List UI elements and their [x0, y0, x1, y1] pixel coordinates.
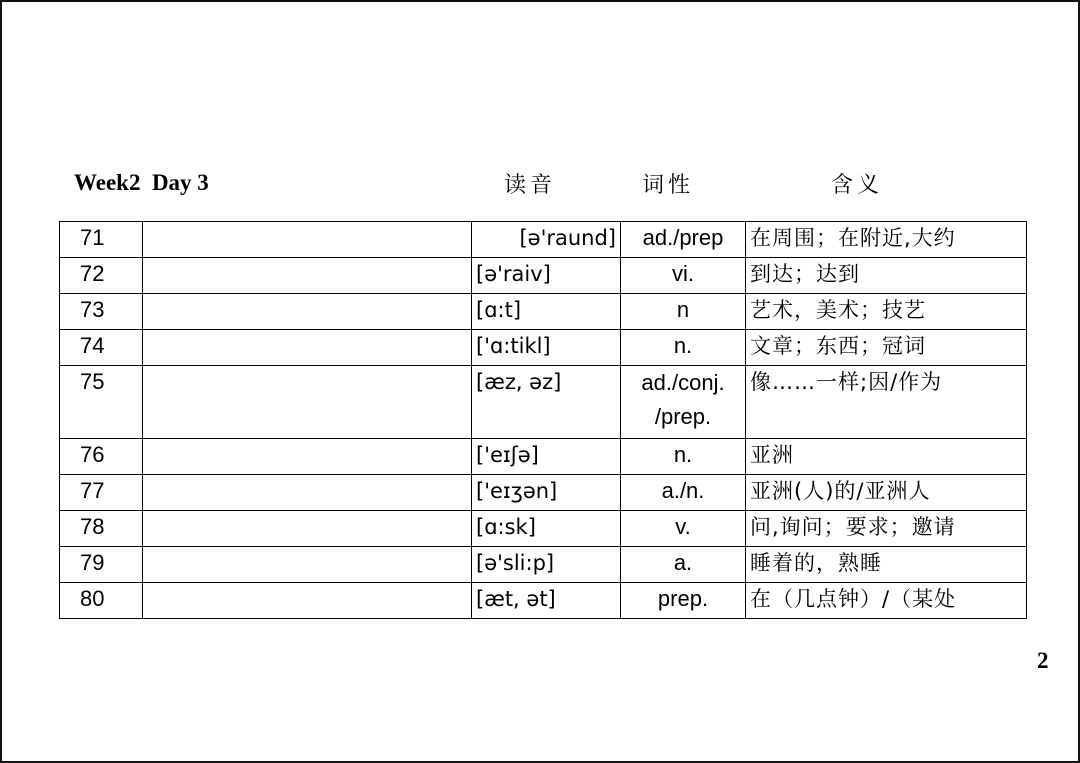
pronunciation-cell: [ɑ:t] — [472, 294, 621, 330]
header-part-of-speech: 词性 — [641, 173, 694, 198]
pronunciation-cell: [ə'raiv] — [472, 258, 621, 294]
meaning-cell: 文章；东西；冠词 — [746, 330, 1027, 366]
word-cell — [143, 222, 472, 258]
word-cell — [143, 366, 472, 439]
table-row — [60, 258, 1027, 294]
meaning-cell: 到达；达到 — [746, 258, 1027, 294]
meaning-cell: 睡着的，熟睡 — [746, 547, 1027, 583]
page-number: 2 — [1037, 648, 1049, 673]
meaning-cell: 艺术，美术；技艺 — [746, 294, 1027, 330]
word-cell — [143, 294, 472, 330]
row-number: 75 — [60, 366, 143, 439]
meaning-cell: 像……一样;因/作为 — [746, 366, 1027, 439]
vocabulary-table — [59, 221, 1027, 619]
row-number: 77 — [60, 475, 143, 511]
table-row — [60, 330, 1027, 366]
row-number: 78 — [60, 511, 143, 547]
table-row — [60, 294, 1027, 330]
part-of-speech-cell: v. — [621, 511, 746, 547]
pronunciation-cell: [ɑ:sk] — [472, 511, 621, 547]
header-pronunciation: 读音 — [503, 173, 556, 198]
meaning-cell: 在（几点钟）/（某处 — [746, 583, 1027, 619]
part-of-speech-cell: n — [621, 294, 746, 330]
meaning-cell: 亚洲(人)的/亚洲人 — [746, 475, 1027, 511]
meaning-cell: 在周围；在附近,大约 — [746, 222, 1027, 258]
part-of-speech-cell: ad./prep — [621, 222, 746, 258]
meaning-cell: 亚洲 — [746, 439, 1027, 475]
row-number: 74 — [60, 330, 143, 366]
row-number: 73 — [60, 294, 143, 330]
part-of-speech-cell: n. — [621, 439, 746, 475]
pronunciation-cell: [æt, ət] — [472, 583, 621, 619]
pronunciation-cell: [æz, əz] — [472, 366, 621, 439]
table-row — [60, 222, 1027, 258]
word-cell — [143, 511, 472, 547]
page-title: Week2 Day 3 — [74, 170, 209, 195]
part-of-speech-cell: vi. — [621, 258, 746, 294]
word-cell — [143, 475, 472, 511]
word-cell — [143, 439, 472, 475]
table-row — [60, 439, 1027, 475]
table-row — [60, 547, 1027, 583]
part-of-speech-cell: a. — [621, 547, 746, 583]
pronunciation-cell: [ə'raund] — [472, 222, 621, 258]
word-cell — [143, 583, 472, 619]
row-number: 80 — [60, 583, 143, 619]
word-cell — [143, 258, 472, 294]
meaning-cell: 问,询问；要求；邀请 — [746, 511, 1027, 547]
part-of-speech-cell: n. — [621, 330, 746, 366]
pronunciation-cell: [ə'sli:p] — [472, 547, 621, 583]
part-of-speech-cell: a./n. — [621, 475, 746, 511]
header-meaning: 含义 — [830, 173, 883, 198]
part-of-speech-cell: prep. — [621, 583, 746, 619]
row-number: 71 — [60, 222, 143, 258]
word-cell — [143, 547, 472, 583]
row-number: 76 — [60, 439, 143, 475]
pronunciation-cell: ['eɪʒən] — [472, 475, 621, 511]
table-row — [60, 511, 1027, 547]
row-number: 79 — [60, 547, 143, 583]
table-row — [60, 366, 1027, 439]
pronunciation-cell: ['ɑ:tikl] — [472, 330, 621, 366]
pronunciation-cell: ['eɪʃə] — [472, 439, 621, 475]
table-row — [60, 583, 1027, 619]
table-row — [60, 475, 1027, 511]
word-cell — [143, 330, 472, 366]
part-of-speech-cell: ad./conj. /prep. — [621, 366, 746, 439]
row-number: 72 — [60, 258, 143, 294]
